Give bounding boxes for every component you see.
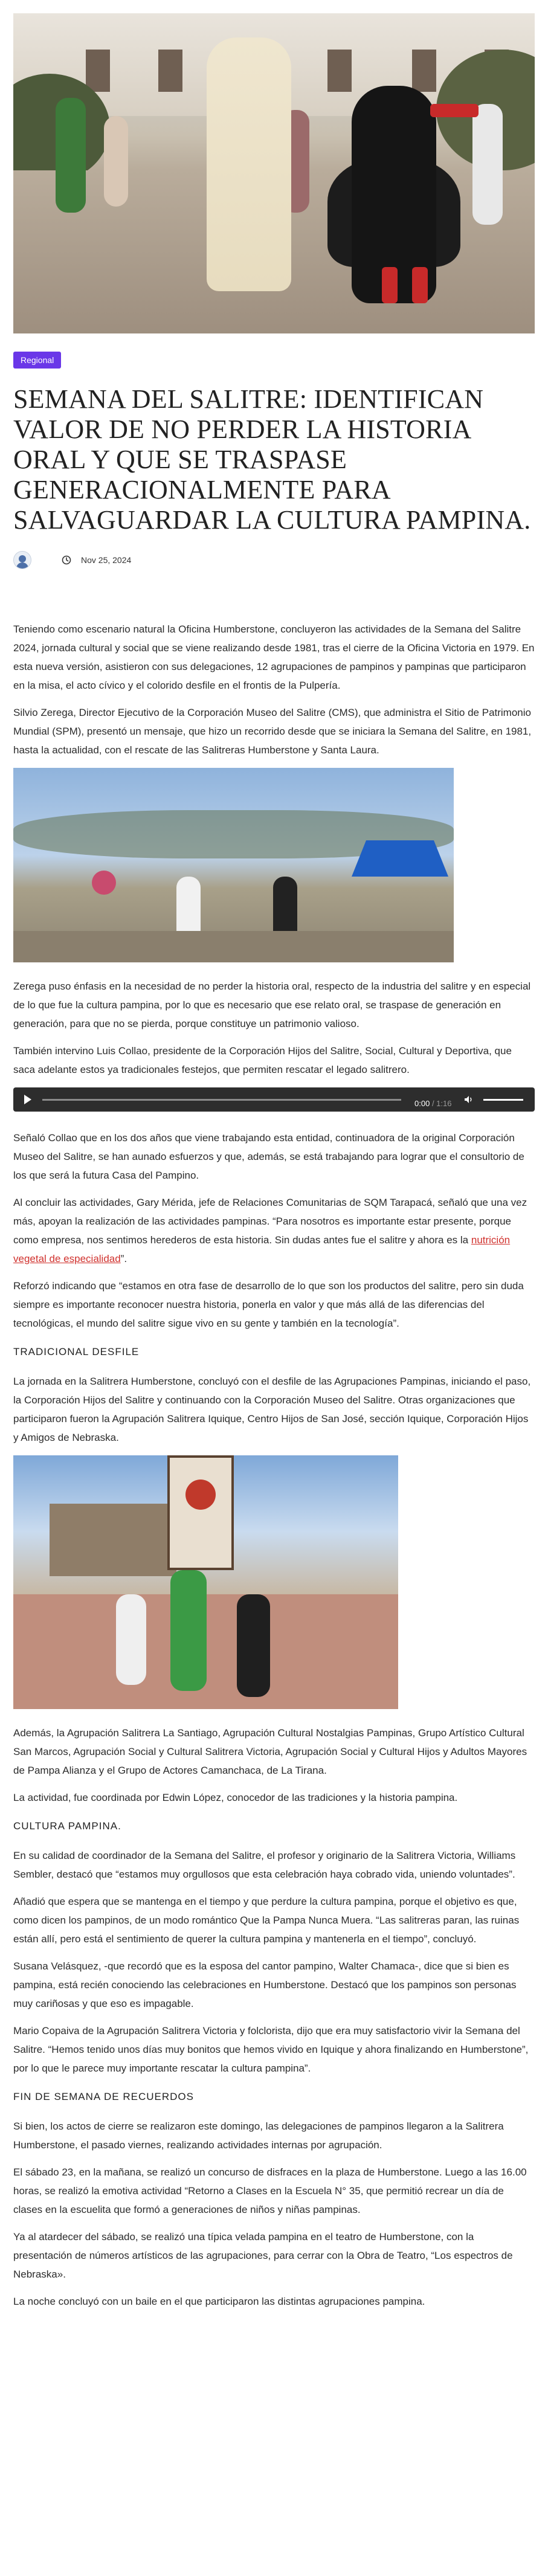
article-body: [13, 620, 535, 2311]
section-heading: CULTURA PAMPINA.: [13, 1820, 121, 1832]
volume-icon[interactable]: [464, 1095, 474, 1104]
audio-progress-bar[interactable]: [42, 1099, 401, 1101]
play-icon[interactable]: [24, 1095, 31, 1104]
specialty-nutrition-link[interactable]: nutrición vegetal de especialidad: [13, 1234, 511, 1264]
paragraph: Reforzó indicando que “estamos en otra fase de desarrollo de lo que son los productos del salitre, pero sin duda siempre es importante reconocer nuestra historia, ponerla en valor y que más allá de las diferencias del tecnológicas, el mundo del salitre sigue vivo en su gente y también en la tecnología”.: [13, 1280, 524, 1329]
paragraph: La noche concluyó con un baile en el que participaron las distintas agrupaciones pampina.: [13, 2296, 425, 2307]
paragraph: Si bien, los actos de cierre se realizaron este domingo, las delegaciones de pampinos llegaron a la Salitrera Humberstone, el pasado viernes, realizando actividades internas por agrupación.: [13, 2120, 504, 2151]
paragraph: En su calidad de coordinador de la Semana del Salitre, el profesor y originario de la Salitrera Victoria, Williams Sembler, destacó que “estamos muy orgullosos que esta celebración haya cobrado vida, uniendo voluntades”.: [13, 1850, 516, 1880]
paragraph: Zerega puso énfasis en la necesidad de no perder la historia oral, respecto de la industria del salitre y en especial de lo que fue la cultura pampina, por lo que es necesario que ese relato oral, se traspase de generación en generación, para que no se pierda, porque constituye un patrimonio valioso.: [13, 980, 531, 1029]
paragraph: Además, la Agrupación Salitrera La Santiago, Agrupación Cultural Nostalgias Pampinas, Grupo Artístico Cultural San Marcos, Agrupación Social y Cultural Salitrera Victoria, Agrupación Social y Cultural Hijos y Adultos Mayores de Pampa Alianza y el Grupo de Actores Camanchaca, de La Tirana.: [13, 1727, 527, 1776]
paragraph: El sábado 23, en la mañana, se realizó un concurso de disfraces en la plaza de Humberstone. Luego a las 16.00 horas, se realizó la emotiva actividad “Retorno a Clases en la Escuela N° 35, que permitió recrear un día de clases en la escuelita que formó a generaciones de niños y niñas pampinas.: [13, 2166, 527, 2215]
paragraph: Silvio Zerega, Director Ejecutivo de la Corporación Museo del Salitre (CMS), que administra el Sitio de Patrimonio Mundial (SPM), presentó un mensaje, que hizo un recorrido desde que se iniciara la Semana del Salitre, en 1981, hasta la actualidad, con el rescate de las Salitreras Humberstone y Santa Laura.: [13, 707, 532, 756]
hero-photo: [13, 13, 535, 333]
paragraph: Teniendo como escenario natural la Oficina Humberstone, concluyeron las actividades de la Semana del Salitre 2024, jornada cultural y social que se viene realizando desde 1981, tras el cierre de la Oficina Victoria en 1979. En esta nueva versión, asistieron con sus delegaciones, 12 agrupaciones de pampinos y pampinas que participaron en la misa, el acto cívico y el colorido desfile en el frontis de la Pulpería.: [13, 623, 535, 691]
section-heading: FIN DE SEMANA DE RECUERDOS: [13, 2091, 194, 2102]
paragraph: Mario Copaiva de la Agrupación Salitrera Victoria y folclorista, dijo que era muy satisfactorio vivir la Semana del Salitre. “Hemos tenido unos días muy bonitos que hemos vivido en Iquique y ahora finalizando en Humberstone”, por lo que le parece muy importante rescatar la cultura pampina”.: [13, 2025, 529, 2074]
audio-time: 0:00 / 1:16: [414, 1099, 452, 1108]
paragraph: Señaló Collao que en los dos años que viene trabajando esta entidad, continuadora de la original Corporación Museo del Salitre, se han aunado esfuerzos y que, además, se está trabajando para lograr que el consultorio de los que será la futura Casa del Pampino.: [13, 1132, 524, 1181]
category-badge[interactable]: Regional: [13, 352, 61, 369]
volume-slider[interactable]: [483, 1099, 523, 1101]
author-avatar-icon[interactable]: [13, 551, 31, 569]
article-photo-ceremony: [13, 768, 454, 962]
audio-player: [13, 1087, 535, 1112]
article-meta: [13, 551, 535, 569]
paragraph: La actividad, fue coordinada por Edwin López, conocedor de las tradiciones y la historia pampina.: [13, 1792, 458, 1803]
paragraph: Susana Velásquez, -que recordó que es la esposa del cantor pampino, Walter Chamaca-, dice que si bien es pampina, está recién conociendo las celebraciones en Humberstone. Destacó que los pampinos son personas muy cariñosas y que eso es impagable.: [13, 1960, 517, 2009]
article-title: SEMANA DEL SALITRE: IDENTIFICAN VALOR DE NO PERDER LA HISTORIA ORAL Y QUE SE TRASPASE GENERACIONALMENTE PARA SALVAGUARDAR LA CULTURA PAMPINA.: [13, 384, 531, 535]
article: [13, 13, 535, 2319]
paragraph: La jornada en la Salitrera Humberstone, concluyó con el desfile de las Agrupaciones Pampinas, iniciando el paso, la Corporación Hijos del Salitre y continuando con la Corporación Museo del Salitre. Otras organizaciones que participaron fueron la Agrupación Salitrera Iquique, Centro Hijos de San José, sección Iquique, Corporación Hijos y Amigos de Nebraska.: [13, 1376, 531, 1443]
publish-date: Nov 25, 2024: [81, 555, 132, 565]
paragraph: Añadió que espera que se mantenga en el tiempo y que perdure la cultura pampina, porque el objetivo es que, como dicen los pampinos, de un modo romántico Que la Pampa Nunca Muera. “Las salitreras paran, las ruinas están allí, pero está el sentimiento de querer la cultura pampina y mantenerla en el tiempo”, concluyó.: [13, 1896, 520, 1945]
article-photo-parade: [13, 1455, 398, 1709]
audio-duration: 1:16: [436, 1099, 452, 1108]
clock-icon: [62, 555, 71, 565]
paragraph: También intervino Luis Collao, presidente de la Corporación Hijos del Salitre, Social, Cultural y Deportiva, que saca adelante estos ya tradicionales festejos, que permiten rescatar el legado salitrero.: [13, 1045, 512, 1075]
paragraph: Al concluir las actividades, Gary Mérida, jefe de Relaciones Comunitarias de SQM Tarapacá, señaló que una vez más, apoyan la realización de las actividades pampinas. “Para nosotros es importante estar presente, porque como empresa, nos sentimos herederos de esta historia. Sin dudas antes fue el salitre y ahora es la nutrición vegetal de especialidad”.: [13, 1197, 527, 1264]
audio-current-time: 0:00: [414, 1099, 430, 1108]
section-heading: TRADICIONAL DESFILE: [13, 1346, 140, 1357]
dancer-man: [207, 37, 291, 291]
paragraph: Ya al atardecer del sábado, se realizó una típica velada pampina en el teatro de Humberstone, con la presentación de números artísticos de las agrupaciones, para cerrar con la Obra de Teatro, “Los espectros de Nebraska».: [13, 2231, 513, 2280]
